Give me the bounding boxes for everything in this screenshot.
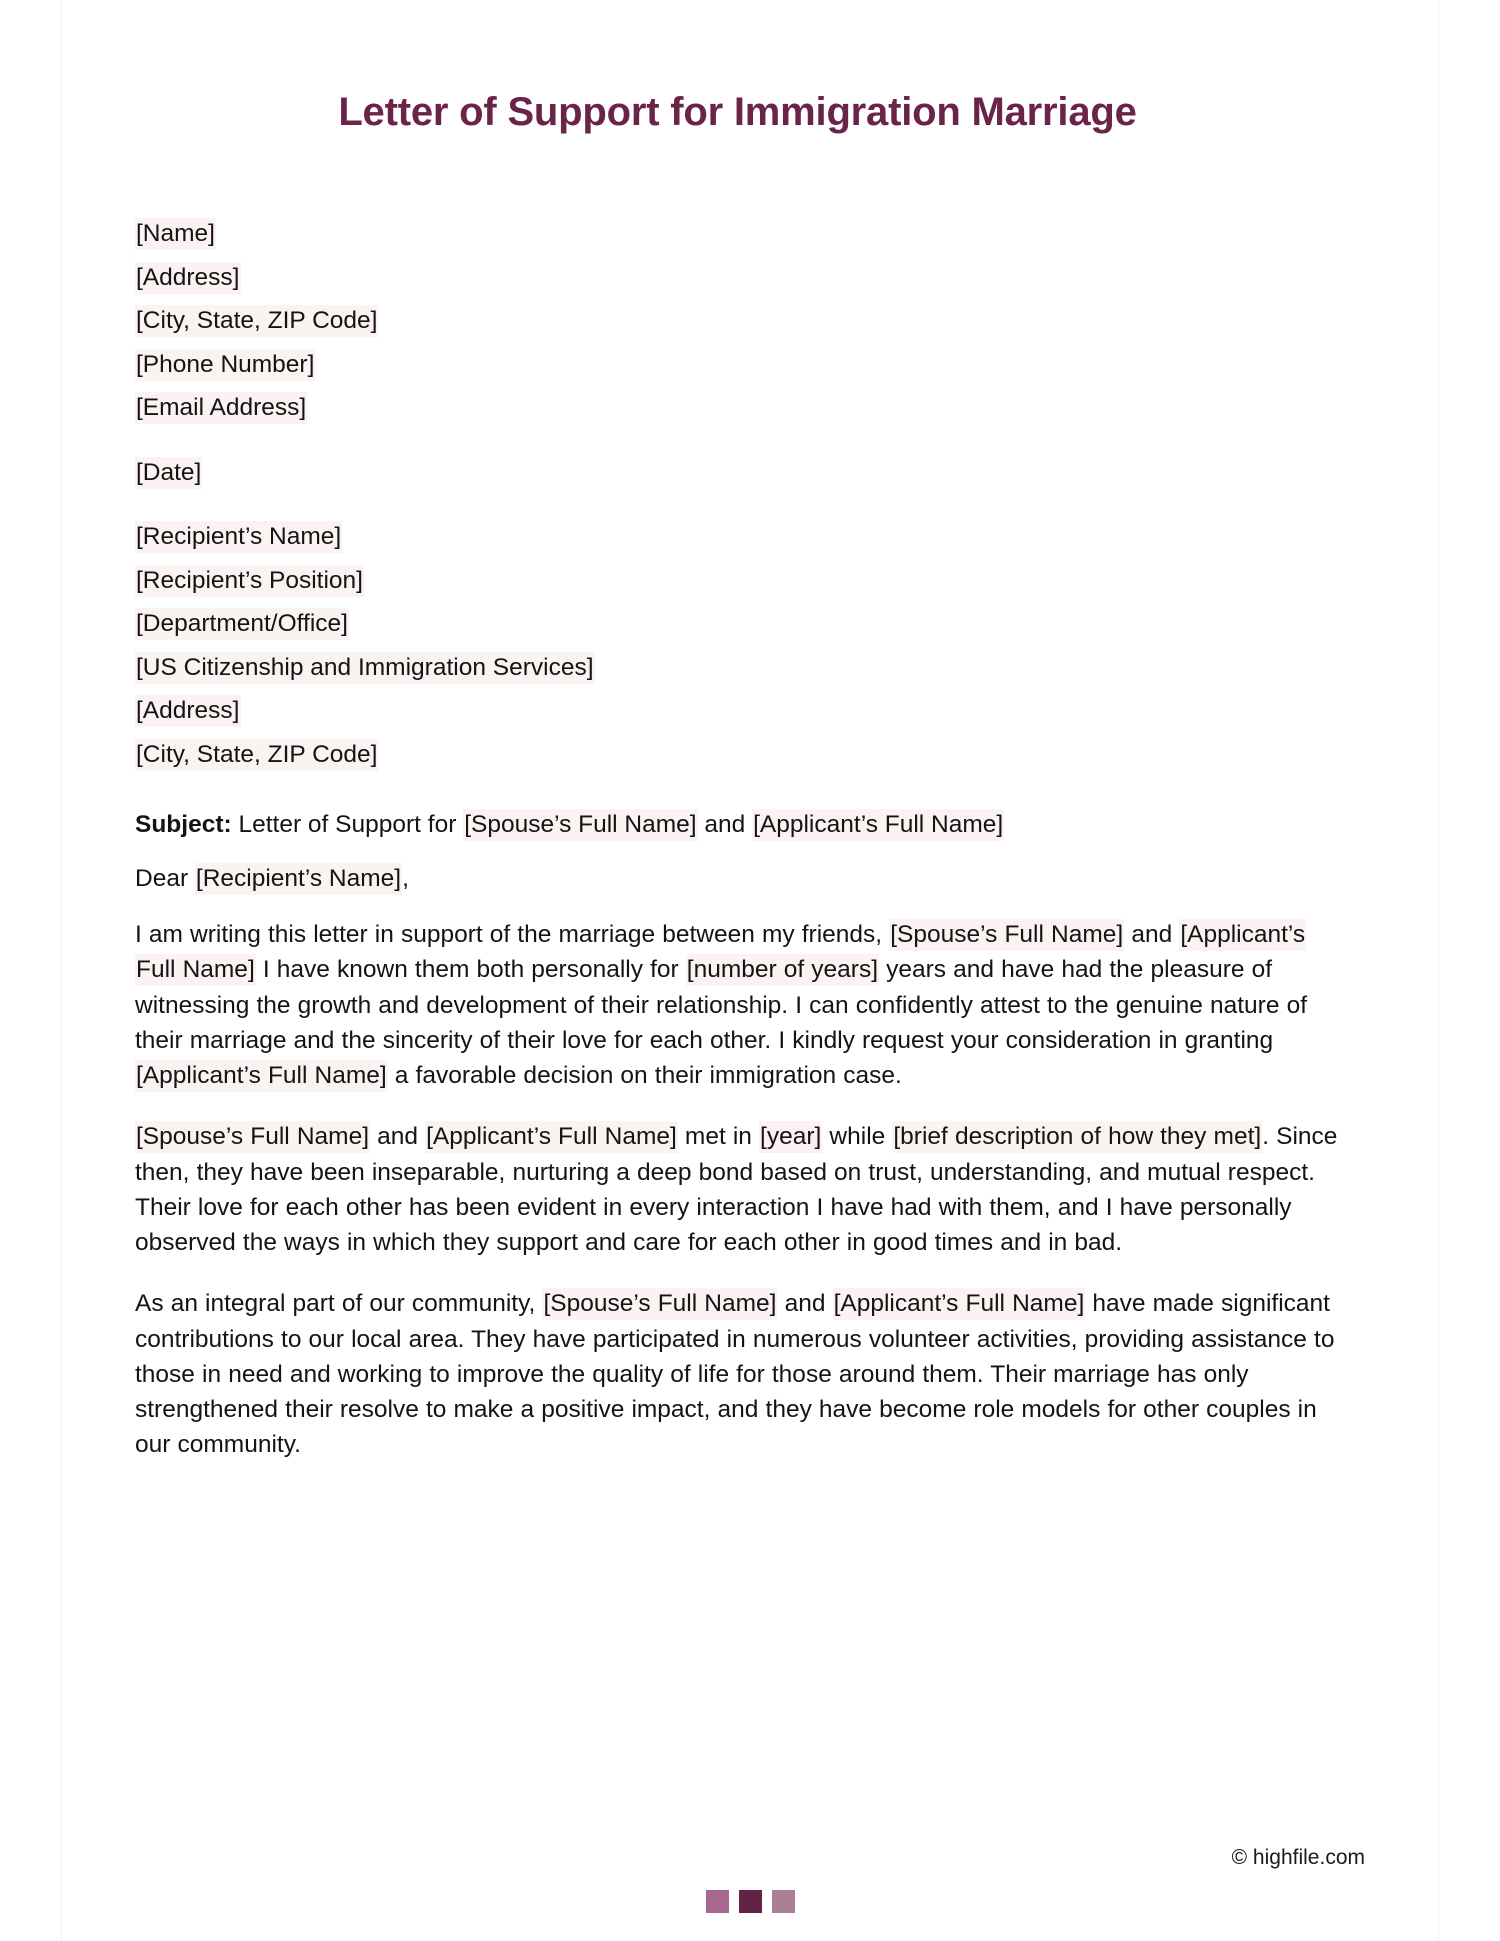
text-run: As an integral part of our community, [135,1290,543,1318]
placeholder-run: [Spouse’s Full Name] [889,919,1124,951]
subject-text-middle: and [697,811,753,838]
paragraph-3 [135,1286,1340,1462]
placeholder-run: [Applicant’s Full Name] [135,919,1306,986]
sender-line-city [135,309,1340,334]
text-run: met in [677,1123,760,1151]
placeholder-agency: [US Citizenship and Immigration Services] [135,652,595,684]
placeholder-run: [brief description of how they met] [892,1121,1262,1153]
paragraph-2 [135,1119,1340,1260]
recipient-line-address [135,699,1340,724]
subject-placeholder-spouse: [Spouse’s Full Name] [463,809,697,841]
salutation-placeholder: [Recipient’s Name] [195,863,402,895]
page-title: Letter of Support for Immigration Marriage [338,90,1137,134]
footer-decoration [62,1890,1438,1913]
placeholder-run: [Applicant’s Full Name] [425,1121,678,1153]
date-block [135,458,1340,486]
text-run: I have known them both personally for [255,956,686,984]
salutation-prefix: Dear [135,864,195,892]
placeholder-recipient-city: [City, State, ZIP Code] [135,739,378,771]
text-run: and [1124,921,1180,948]
placeholder-recipient-name: [Recipient’s Name] [135,521,342,553]
decor-square-3 [772,1890,795,1913]
placeholder-run: [Applicant’s Full Name] [833,1288,1086,1320]
placeholder-name: [Name] [135,218,216,250]
text-run: and [777,1290,833,1318]
sender-line-phone [135,350,1340,378]
text-run: years and have had the pleasure of witnessing the growth and development of their relationship. I can confidently attest to the genuine nature of their marriage and the sincerity of their love for each other. I kindly request your consideration in granting [135,956,1308,1054]
recipient-line-city [135,740,1340,768]
decor-square-1 [706,1890,729,1913]
placeholder-run: [Spouse’s Full Name] [542,1288,777,1320]
placeholder-run: [Applicant’s Full Name] [135,1060,388,1092]
text-run: . Since then, they have been inseparable, nurturing a deep bond based on trust, understanding, and mutual respect. Their love for each other has been evident in every interaction I have had with them, and I have personally observed the ways in which they support and care for each other in good times and in bad. [135,1123,1338,1257]
placeholder-department: [Department/Office] [135,608,349,640]
sender-line-email [135,396,1340,421]
paragraph-list [135,917,1340,1463]
subject-text-before: Letter of Support for [231,811,464,838]
text-run: and [370,1123,426,1151]
placeholder-recipient-position: [Recipient’s Position] [135,565,364,597]
placeholder-run: [Spouse’s Full Name] [135,1121,370,1153]
document-body [135,0,1340,1463]
text-run: a favorable decision on their immigration case. [387,1062,902,1090]
salutation-line [135,864,1340,892]
footer-copyright: © highfile.com [1231,1846,1365,1869]
placeholder-run: [number of years] [686,954,879,986]
placeholder-date: [Date] [135,457,202,489]
date-line [135,458,1340,486]
subject-line [135,813,1340,838]
placeholder-city-state-zip: [City, State, ZIP Code] [135,305,378,337]
sender-line-name [135,222,1340,247]
recipient-address-block [135,525,1340,767]
recipient-line-position [135,566,1340,594]
text-run: I am writing this letter in support of the marriage between my friends, [135,921,890,948]
recipient-line-name [135,525,1340,550]
placeholder-recipient-address: [Address] [135,695,241,727]
salutation-suffix: , [402,864,409,892]
placeholder-phone: [Phone Number] [135,349,315,381]
sender-address-block [135,222,1340,421]
text-run: while [822,1123,893,1151]
page-sheet [62,0,1438,1941]
paragraph-1 [135,917,1340,1093]
recipient-line-department [135,612,1340,637]
placeholder-email: [Email Address] [135,392,307,424]
subject-label: Subject: [135,811,232,838]
decor-square-2 [739,1890,762,1913]
placeholder-address: [Address] [135,262,241,294]
text-run: have made significant contributions to our local area. They have participated in numerous volunteer activities, providing assistance to those in need and working to improve the quality of life for those around them. Their marriage has only strengthened their resolve to make a positive impact, and they have become role models for other couples in our community. [135,1290,1335,1459]
sender-line-address [135,263,1340,291]
subject-placeholder-applicant: [Applicant’s Full Name] [752,809,1004,841]
placeholder-run: [year] [759,1121,822,1153]
recipient-line-agency [135,653,1340,681]
